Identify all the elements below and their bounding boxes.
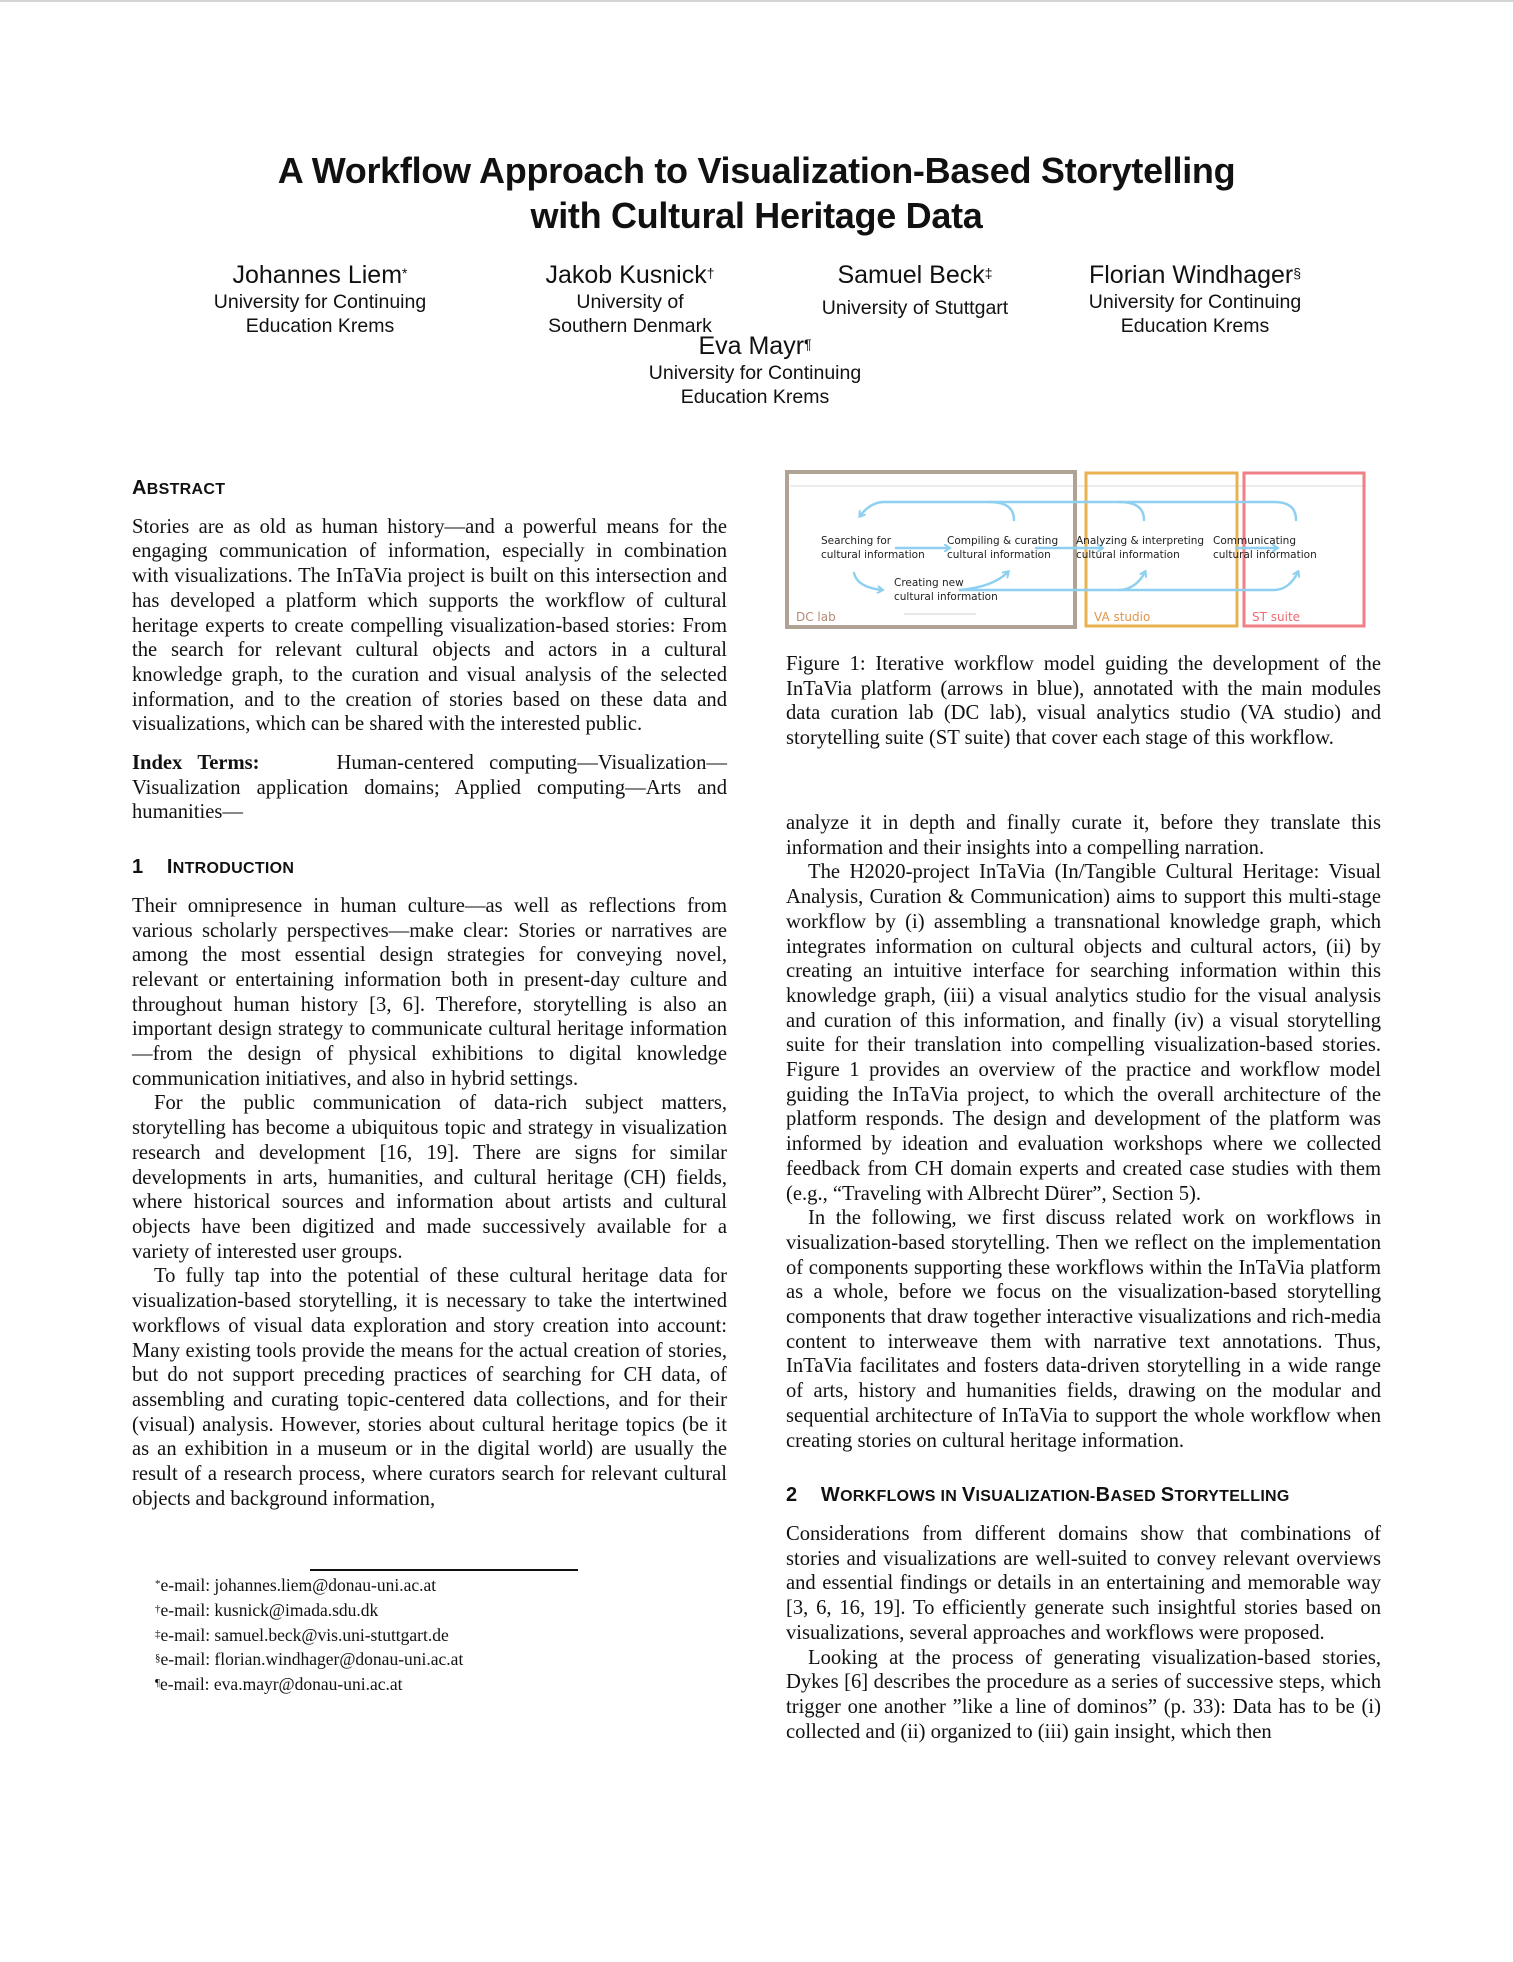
- author-affiliation: Southern Denmark: [548, 315, 712, 337]
- author-affiliation: University of: [576, 291, 684, 313]
- title-line-2: with Cultural Heritage Data: [530, 195, 983, 236]
- section-2-heading: 2 WORKFLOWS IN VISUALIZATION-BASED STORYTELLING: [786, 1484, 1290, 1507]
- index-terms-text: Human-centered computing—Visualization—Visualization application domains; Applied computing—Arts and humanities—: [132, 752, 727, 824]
- abstract-heading: ABSTRACT: [132, 477, 226, 499]
- author-block: [800, 260, 1030, 320]
- paragraph: analyze it in depth and finally curate it, before they translate this information and their insights into a compelling narration.: [786, 812, 1381, 859]
- author-affiliation: Education Krems: [245, 315, 395, 337]
- author-block: [1070, 260, 1320, 338]
- footnote: †e-mail: kusnick@imada.sdu.dk: [155, 1599, 379, 1620]
- abstract-text: Stories are as old as human history—and a powerful means for the engaging communication of information, especially in combination with visualizations. The InTaVia project is built on this intersection and has developed a platform which supports the workflow of cultural heritage experts to create compelling visualization-based stories: From the search for relevant cultural objects and actors in a cultural knowledge graph, to the curation and visual analysis of the selected information, and to the creation of stories based on these data and visualizations, which can be shared with the interested public.: [132, 515, 727, 736]
- author-mark: §: [1293, 265, 1302, 281]
- dc-lab-label: DC lab: [796, 610, 836, 624]
- paragraph: Looking at the process of generating visualization-based stories, Dykes [6] describes the procedure as a series of successive steps, which trigger one another ”like a line of dominos” (p. 33): Data has to be (i) collected and (ii) organized to (iii) gain insight, which then: [786, 1646, 1381, 1743]
- st-suite-label: ST suite: [1252, 610, 1301, 624]
- author-block: [190, 260, 450, 338]
- va-studio-label: VA studio: [1094, 610, 1151, 624]
- paper-title: [0, 148, 1513, 238]
- paragraph: To fully tap into the potential of these cultural heritage data for visualization-based storytelling, it is necessary to take the intertwined workflows of visual data exploration and story creation into account: Many existing tools provide the means for the actual creation of stories, but do not support preceding practices of searching for CH data, of assembling and curating topic-centered data collections, and for their (visual) analysis. However, stories about cultural heritage topics (be it as an exhibition in a museum or in the digital world) are usually the result of a research process, where curators search for relevant cultural objects and background information,: [132, 1265, 727, 1510]
- index-terms: [132, 751, 727, 825]
- page-top-border: [0, 0, 1513, 2]
- author-affiliation: University of Stuttgart: [821, 297, 1009, 319]
- author-name: Johannes Liem: [232, 261, 403, 289]
- author-affiliation: Education Krems: [680, 386, 830, 408]
- author-affiliation: University for Continuing: [1088, 291, 1302, 313]
- author-mark: *: [402, 265, 408, 281]
- paragraph: The H2020-project InTaVia (In/Tangible Cultural Heritage: Visual Analysis, Curation & Communication) aims to support this multi-stage workflow by (i) assembling a transnational knowledge graph, which integrates information on cultural objects and cultural actors, (ii) by creating an intuitive interface for searching information within this knowledge graph, (iii) a visual analytics studio for the visual analysis and curation of this information, and finally (iv) a visual storytelling suite for their translation into compelling visualization-based stories. Figure 1 provides an overview of the practice and workflow model guiding the InTaVia project, to which the overall architecture of the platform responds. The design and development of the platform was informed by ideation and evaluation workshops where we collected feedback from CH domain experts and created case studies with them (e.g., “Traveling with Albrecht Dürer”, Section 5).: [786, 861, 1381, 1205]
- step-compiling-label: Compiling & curating cultural information: [947, 535, 1059, 561]
- right-column: [786, 811, 1381, 1744]
- left-column: [132, 476, 727, 1511]
- figure-1-caption: Figure 1: Iterative workflow model guiding the development of the InTaVia platform (arrows in blue), annotated with the main modules data curation lab (DC lab), visual analytics studio (VA studio) and storytelling suite (ST suite) that cover each stage of this workflow.: [786, 653, 1381, 750]
- author-name: Florian Windhager: [1088, 261, 1294, 289]
- title-line-1: A Workflow Approach to Visualization-Based Storytelling: [277, 150, 1236, 191]
- email-link[interactable]: e-mail: samuel.beck@vis.uni-stuttgart.de: [160, 1624, 449, 1645]
- email-link[interactable]: e-mail: kusnick@imada.sdu.dk: [160, 1599, 379, 1620]
- author-block: [520, 260, 740, 338]
- author-mark: ¶: [804, 336, 812, 352]
- author-mark: ‡: [984, 265, 993, 281]
- paragraph: In the following, we first discuss related work on workflows in visualization-based storytelling. Then we reflect on the implementation of components supporting these workflows within the InTaVia platform as a whole, before we focus on the visualization-based storytelling components that draw together interactive visualizations and rich-media content to interweave them with narrative text annotations. Thus, InTaVia facilitates and fosters data-driven storytelling in a wide range of arts, history and humanities fields, drawing on the modular and sequential architecture of InTaVia to support the whole workflow when creating stories on cultural heritage information.: [786, 1207, 1381, 1452]
- footnotes: [155, 1573, 463, 1697]
- author-name: Samuel Beck: [837, 261, 985, 289]
- footnote: §e-mail: florian.windhager@donau-uni.ac.at: [155, 1649, 464, 1670]
- author-affiliation: Education Krems: [1120, 315, 1270, 337]
- author-name: Eva Mayr: [698, 332, 805, 360]
- email-link[interactable]: e-mail: eva.mayr@donau-uni.ac.at: [159, 1674, 403, 1695]
- email-link[interactable]: e-mail: florian.windhager@donau-uni.ac.at: [160, 1649, 464, 1670]
- author-block: [630, 331, 880, 409]
- section-1-heading: 1 INTRODUCTION: [132, 856, 295, 879]
- paragraph: For the public communication of data-rich subject matters, storytelling has become a ubiquitous topic and strategy in visualization research and development [16, 19]. There are signs for similar developments in arts, humanities, and cultural heritage (CH) fields, where historical sources and information about artists and cultural objects have been digitized and made successively available for a variety of interested user groups.: [132, 1092, 727, 1263]
- step-analyzing-label: Analyzing & interpreting cultural information: [1076, 535, 1205, 561]
- paragraph: Considerations from different domains show that combinations of stories and visualizations are well-suited to convey relevant overviews and essential findings or details in an entertaining and memorable way [3, 6, 16, 19]. To efficiently generate such insightful stories based on visualizations, several approaches and workflows were proposed.: [786, 1522, 1381, 1644]
- author-affiliation: University for Continuing: [213, 291, 427, 313]
- author-mark: †: [706, 265, 715, 281]
- author-affiliation: University for Continuing: [648, 362, 862, 384]
- email-link[interactable]: e-mail: johannes.liem@donau-uni.ac.at: [160, 1575, 437, 1595]
- footnote: *e-mail: johannes.liem@donau-uni.ac.at: [155, 1575, 437, 1595]
- footnote: ¶e-mail: eva.mayr@donau-uni.ac.at: [155, 1674, 403, 1695]
- figure-1-workflow-diagram: [784, 468, 1370, 630]
- step-creating-label: Creating new cultural information: [894, 577, 998, 603]
- footnote-rule: [310, 1569, 578, 1571]
- step-searching-label: Searching for cultural information: [821, 535, 925, 561]
- paragraph: Their omnipresence in human culture—as well as reflections from various scholarly perspectives—make clear: Stories or narratives are among the most essential design strategies for conveying novel, relevant or entertaining information both in present-day culture and throughout human history [3, 6]. Therefore, storytelling is also an important design strategy to communicate cultural heritage information—from the design of physical exhibitions to digital knowledge communication initiatives, and also in hybrid settings.: [132, 894, 727, 1090]
- index-terms-label: Index Terms:: [132, 752, 260, 775]
- footnote: ‡e-mail: samuel.beck@vis.uni-stuttgart.de: [155, 1624, 449, 1645]
- author-name: Jakob Kusnick: [545, 261, 707, 289]
- step-communicating-label: Communicating cultural information: [1213, 535, 1317, 561]
